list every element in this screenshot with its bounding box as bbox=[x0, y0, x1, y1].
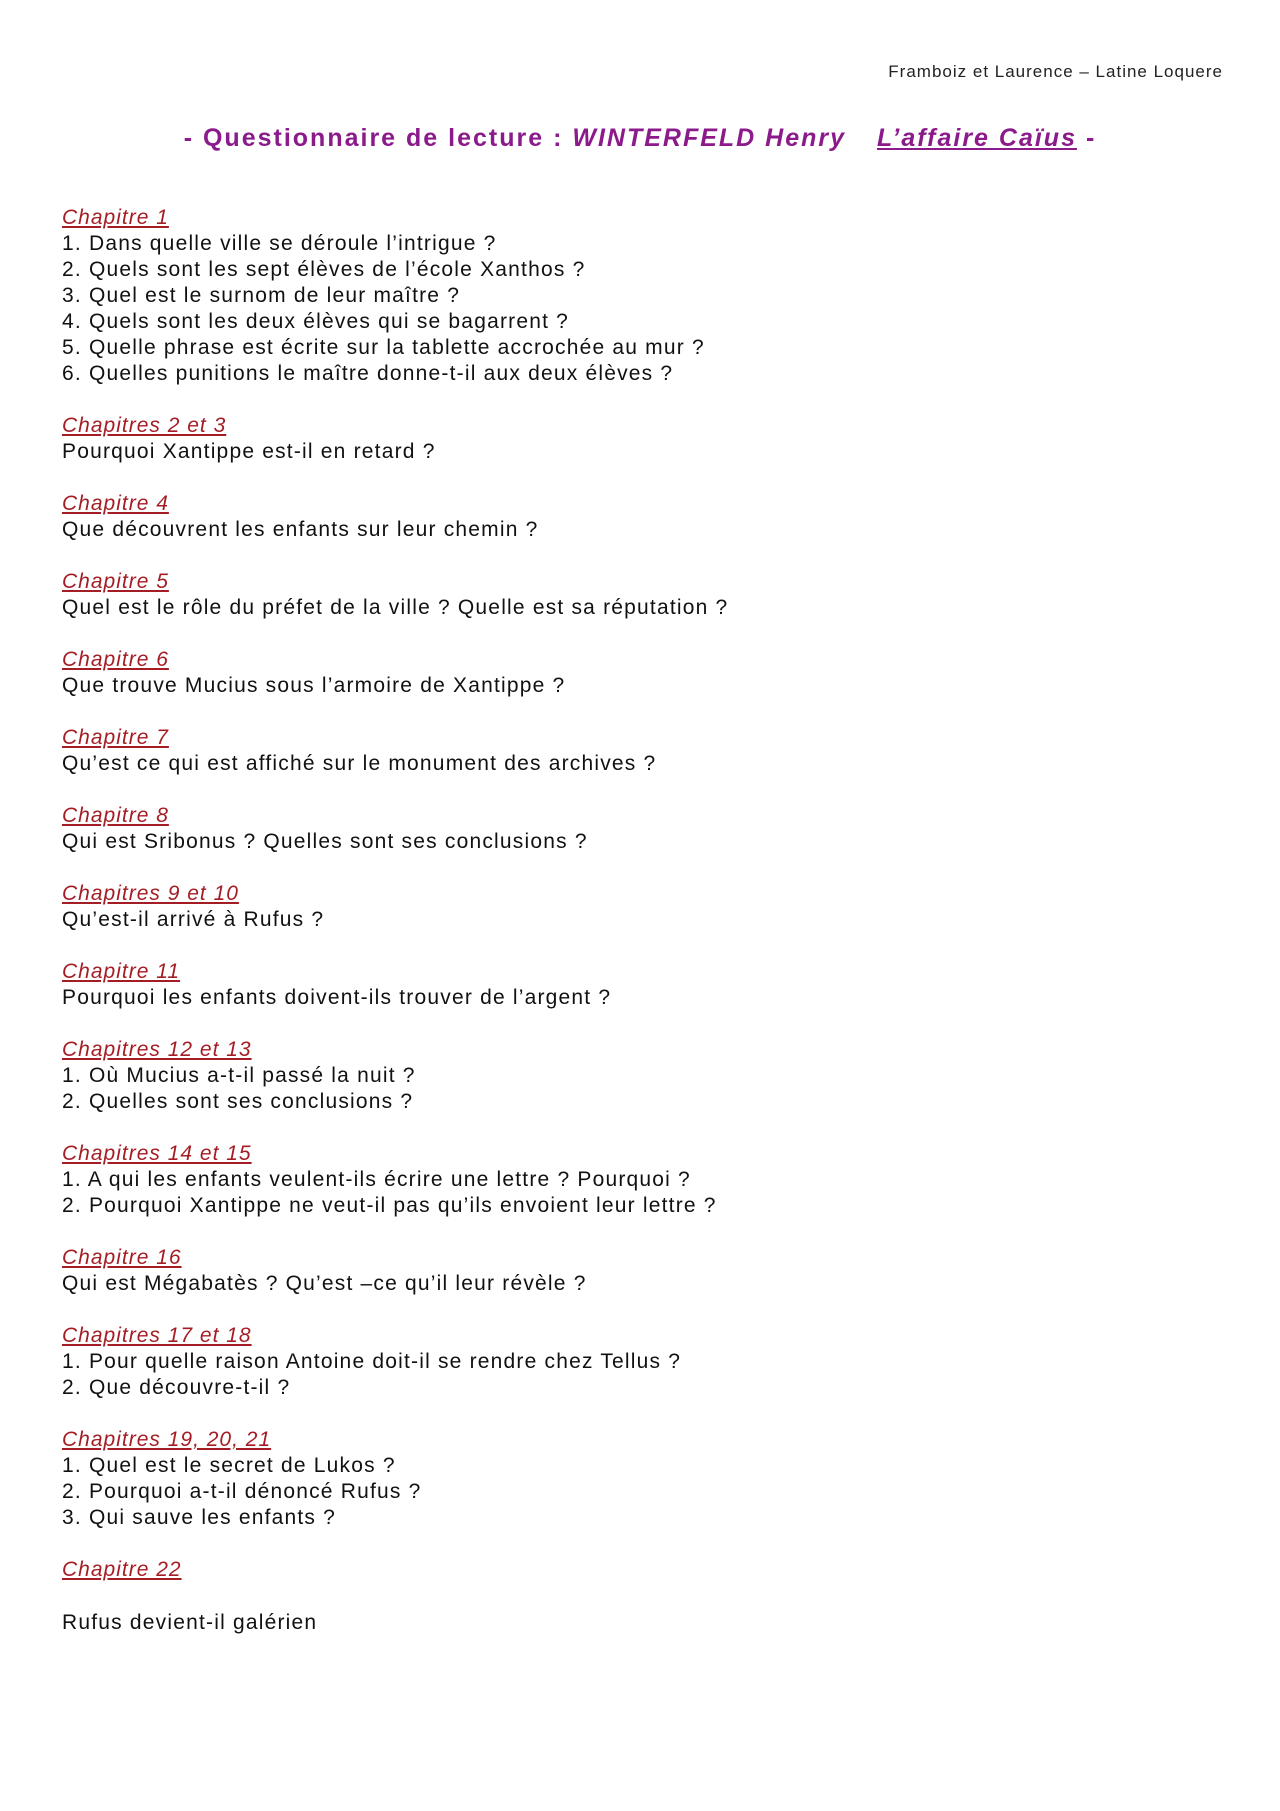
title-prefix: - Questionnaire de lecture : bbox=[183, 124, 564, 152]
question: 1. Dans quelle ville se déroule l’intrigue ? bbox=[62, 232, 497, 255]
section-chapitre-4 bbox=[62, 491, 1212, 543]
question: 1. Quel est le secret de Lukos ? bbox=[62, 1454, 396, 1477]
title-author: WINTERFELD Henry bbox=[572, 124, 847, 152]
chapter-heading: Chapitre 6 bbox=[62, 648, 169, 671]
question: Qui est Mégabatès ? Qu’est –ce qu’il leur révèle ? bbox=[62, 1272, 587, 1295]
question: Pourquoi les enfants doivent-ils trouver de l’argent ? bbox=[62, 986, 612, 1009]
chapter-heading: Chapitre 5 bbox=[62, 570, 169, 593]
section-chapitre-1 bbox=[62, 205, 1212, 387]
question: Que trouve Mucius sous l’armoire de Xantippe ? bbox=[62, 674, 566, 697]
section-chapitres-9-10 bbox=[62, 881, 1212, 933]
question: 1. Pour quelle raison Antoine doit-il se rendre chez Tellus ? bbox=[62, 1350, 682, 1373]
question: Qu’est-il arrivé à Rufus ? bbox=[62, 908, 325, 931]
question: Pourquoi Xantippe est-il en retard ? bbox=[62, 440, 436, 463]
question: 4. Quels sont les deux élèves qui se bagarrent ? bbox=[62, 310, 570, 333]
section-chapitre-6 bbox=[62, 647, 1212, 699]
section-chapitres-17-18 bbox=[62, 1323, 1212, 1401]
question: 5. Quelle phrase est écrite sur la tablette accrochée au mur ? bbox=[62, 336, 705, 359]
question: 1. A qui les enfants veulent-ils écrire une lettre ? Pourquoi ? bbox=[62, 1168, 691, 1191]
question: 2. Pourquoi Xantippe ne veut-il pas qu’ils envoient leur lettre ? bbox=[62, 1194, 717, 1217]
section-chapitres-2-3 bbox=[62, 413, 1212, 465]
question: 1. Où Mucius a-t-il passé la nuit ? bbox=[62, 1064, 416, 1087]
section-chapitre-16 bbox=[62, 1245, 1212, 1297]
chapter-heading: Chapitre 1 bbox=[62, 206, 169, 229]
chapter-heading: Chapitre 4 bbox=[62, 492, 169, 515]
chapter-heading: Chapitre 8 bbox=[62, 804, 169, 827]
title-suffix: - bbox=[1085, 124, 1097, 152]
question: Rufus devient-il galérien bbox=[62, 1611, 318, 1634]
chapter-heading: Chapitre 16 bbox=[62, 1246, 182, 1269]
section-chapitres-14-15 bbox=[62, 1141, 1212, 1219]
section-chapitre-7 bbox=[62, 725, 1212, 777]
question: 2. Pourquoi a-t-il dénoncé Rufus ? bbox=[62, 1480, 422, 1503]
document-title bbox=[0, 124, 1280, 153]
section-chapitres-19-20-21 bbox=[62, 1427, 1212, 1531]
chapter-heading: Chapitre 11 bbox=[62, 960, 181, 983]
question: Que découvrent les enfants sur leur chemin ? bbox=[62, 518, 539, 541]
page-header: Framboiz et Laurence – Latine Loquere bbox=[888, 62, 1223, 81]
chapter-heading: Chapitres 17 et 18 bbox=[62, 1324, 252, 1347]
question: 2. Quelles sont ses conclusions ? bbox=[62, 1090, 414, 1113]
section-chapitres-12-13 bbox=[62, 1037, 1212, 1115]
question: Qu’est ce qui est affiché sur le monument des archives ? bbox=[62, 752, 657, 775]
question: 3. Quel est le surnom de leur maître ? bbox=[62, 284, 461, 307]
chapter-heading: Chapitres 19, 20, 21 bbox=[62, 1428, 272, 1451]
question: 3. Qui sauve les enfants ? bbox=[62, 1506, 337, 1529]
question: Quel est le rôle du préfet de la ville ? Quelle est sa réputation ? bbox=[62, 596, 729, 619]
section-chapitre-11 bbox=[62, 959, 1212, 1011]
section-chapitre-22 bbox=[62, 1557, 1212, 1636]
question: 2. Que découvre-t-il ? bbox=[62, 1376, 291, 1399]
chapter-heading: Chapitre 22 bbox=[62, 1558, 182, 1581]
chapter-heading: Chapitre 7 bbox=[62, 726, 169, 749]
chapter-heading: Chapitres 14 et 15 bbox=[62, 1142, 252, 1165]
questionnaire bbox=[62, 205, 1212, 1662]
section-chapitre-8 bbox=[62, 803, 1212, 855]
section-chapitre-5 bbox=[62, 569, 1212, 621]
chapter-heading: Chapitres 9 et 10 bbox=[62, 882, 239, 905]
chapter-heading: Chapitres 2 et 3 bbox=[62, 414, 227, 437]
question: Qui est Sribonus ? Quelles sont ses conclusions ? bbox=[62, 830, 588, 853]
question: 6. Quelles punitions le maître donne-t-il aux deux élèves ? bbox=[62, 362, 674, 385]
question: 2. Quels sont les sept élèves de l’école Xanthos ? bbox=[62, 258, 586, 281]
chapter-heading: Chapitres 12 et 13 bbox=[62, 1038, 252, 1061]
title-book: L’affaire Caïus bbox=[877, 124, 1077, 152]
